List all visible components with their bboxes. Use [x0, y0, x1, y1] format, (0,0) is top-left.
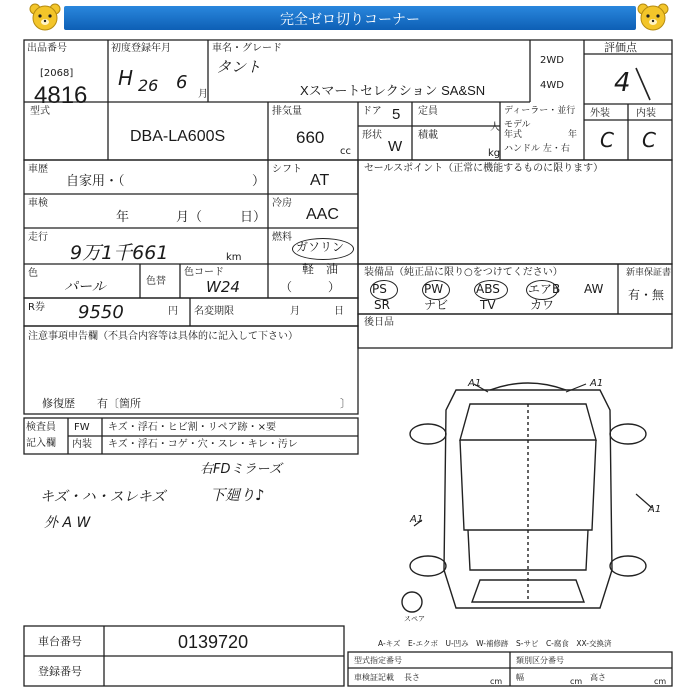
chassis-number: 0139720: [178, 632, 249, 652]
first-reg-era: H: [118, 66, 134, 90]
checker-row2: キズ・浮石・コゲ・穴・スレ・キレ・汚レ: [108, 439, 298, 450]
model-label: 型式: [30, 106, 50, 117]
height-label: 高さ: [590, 673, 606, 682]
first-reg-month-unit: 月: [198, 89, 208, 100]
dealer-year-unit: 年: [568, 130, 578, 140]
car-name-value: タント: [216, 58, 262, 76]
inspection-day: 日）: [240, 210, 267, 225]
equip-circle-mark: [526, 280, 561, 300]
first-reg-month: 6: [176, 72, 188, 93]
capacity-label: 定員: [418, 106, 438, 117]
color-value: パール: [64, 279, 106, 295]
equipment-label: 装備品（純正品に限り○をつけてください）: [364, 267, 563, 278]
warranty-value: 有・無: [628, 288, 665, 302]
recycle-label: R券: [28, 302, 45, 313]
dealer-handle: ハンドル 左・右: [504, 144, 570, 154]
checker-label-1: 検査員: [26, 422, 56, 433]
dealer-line: ディーラー・並行: [504, 106, 576, 116]
first-reg-label: 初度登録年月: [111, 43, 171, 54]
car-name-label: 車名・グレード: [212, 43, 282, 54]
width-label: 幅: [516, 673, 524, 682]
shift-value: AT: [310, 172, 330, 189]
fuel-label: 燃料: [272, 232, 292, 243]
banner-title: 完全ゼロ切りコーナー: [280, 12, 420, 28]
shift-label: シフト: [272, 164, 302, 175]
designation-label: 型式指定番号: [354, 656, 402, 665]
equip-leather: カワ: [530, 298, 555, 312]
car-grade: Xスマートセレクション SA&SN: [300, 83, 486, 98]
damage-mark: A1: [410, 514, 424, 525]
dealer-year-label: 年式: [504, 130, 523, 140]
load-label: 積載: [418, 130, 438, 141]
interior-label: 内装: [636, 108, 656, 119]
equip-circle-mark: [422, 280, 450, 300]
lot-label: 出品番号: [27, 43, 67, 54]
repair-close: 〕: [340, 397, 351, 410]
repair-label: 修復歴 有〔箇所: [42, 397, 141, 410]
recycle-unit: 円: [168, 306, 178, 317]
notes-label: 注意事項申告欄（不具合内容等は具体的に記入して下さい）: [28, 331, 298, 342]
color-code-label: 色コード: [184, 267, 224, 278]
handwritten-note-3: 右FDミラーズ: [200, 462, 282, 477]
fuel-gasoline: ガソリン: [296, 240, 345, 254]
load-unit: kg: [488, 148, 501, 159]
chassis-label: 車台番号: [38, 635, 82, 648]
exterior-value: C: [600, 128, 614, 152]
drive-4wd: 4WD: [540, 80, 564, 91]
first-reg-year: 26: [138, 76, 159, 95]
model-value: DBA-LA600S: [130, 128, 226, 145]
height-unit: cm: [654, 677, 667, 686]
checker-row1: キズ・浮石・ヒビ割・リペア跡・×要: [108, 422, 276, 433]
equip-circle-mark: [474, 280, 508, 300]
equip-circle-mark: [370, 280, 398, 300]
width-unit: cm: [570, 677, 583, 686]
sales-label: セールスポイント（正常に機能するものに限ります）: [364, 163, 604, 174]
fuel-paren: （ ）: [280, 280, 341, 294]
equip-sr: SR: [374, 298, 390, 312]
checker-int-label: 内装: [72, 439, 92, 450]
name-change-month: 月: [290, 306, 300, 317]
history-close: ）: [252, 174, 266, 189]
history-value: 自家用・（: [66, 174, 125, 189]
inspection-label: 車検: [28, 198, 48, 209]
mileage-unit: km: [226, 252, 242, 263]
handwritten-note-2: 外 A W: [44, 515, 91, 531]
door-value: 5: [392, 106, 401, 123]
lot-number: 4816: [34, 82, 88, 109]
exterior-label: 外装: [590, 108, 610, 119]
equip-airbag: エアB: [528, 282, 561, 296]
damage-mark: A1: [590, 378, 604, 389]
door-label: ドア: [362, 106, 382, 117]
mileage-label: 走行: [28, 232, 48, 243]
car-diagram: [400, 370, 680, 625]
shape-value: W: [388, 138, 403, 155]
rear-seat-label: 後日品: [364, 317, 394, 328]
displacement-unit: cc: [340, 146, 351, 157]
interior-value: C: [642, 128, 656, 152]
capacity-unit: 人: [490, 122, 500, 133]
fuel-circle-mark: [292, 238, 354, 260]
lot-sub: [2068]: [40, 68, 74, 79]
mileage-value: 9万1千661: [70, 242, 169, 264]
recycle-value: 9550: [78, 302, 124, 323]
equip-pw: PW: [424, 282, 444, 296]
checker-fw: FW: [74, 422, 90, 433]
name-change-label: 名変期限: [194, 306, 234, 317]
handwritten-note-4: 下廻り♪: [210, 486, 265, 504]
color-change-label: 色替: [146, 276, 166, 287]
color-label: 色: [28, 268, 38, 279]
displacement-label: 排気量: [272, 106, 302, 117]
handwritten-note-1: キズ・ハ・スレキズ: [40, 489, 166, 505]
damage-mark: A1: [648, 504, 662, 515]
score-value: 4: [614, 68, 631, 98]
equip-abs: ABS: [476, 282, 500, 296]
length-label: 長さ: [404, 673, 420, 682]
dealer-model-label: モデル: [504, 120, 531, 130]
name-change-day: 日: [334, 306, 344, 317]
drive-2wd: 2WD: [540, 55, 564, 66]
length-unit: cm: [490, 677, 503, 686]
inspection-month: 月（: [176, 210, 203, 225]
history-label: 車歴: [28, 164, 48, 175]
inspection-year: 年: [116, 210, 130, 225]
warranty-label: 新車保証書: [626, 268, 672, 278]
registration-label: 登録番号: [38, 665, 82, 678]
damage-legend: A-キズ E-エクボ U-凹み W-補修跡 S-サビ C-腐食 XX-交換済: [378, 639, 612, 648]
damage-mark: A1: [468, 378, 482, 389]
equip-aw: AW: [584, 282, 604, 296]
color-code: W24: [206, 278, 240, 296]
aircon-value: AAC: [306, 206, 339, 223]
shape-label: 形状: [362, 130, 382, 141]
fuel-diesel: 軽 油: [302, 262, 339, 276]
spare-label: スペア: [404, 615, 425, 623]
score-label: 評価点: [604, 41, 637, 54]
checker-label-2: 記入欄: [26, 438, 56, 449]
displacement-value: 660: [296, 128, 325, 147]
aircon-label: 冷房: [272, 198, 292, 209]
classification-label: 類別区分番号: [516, 656, 564, 665]
equip-tv: TV: [480, 298, 496, 312]
equip-ps: PS: [372, 282, 387, 296]
vehicle-size-label: 車検証記載: [354, 673, 394, 682]
equip-navi: ナビ: [424, 298, 449, 312]
